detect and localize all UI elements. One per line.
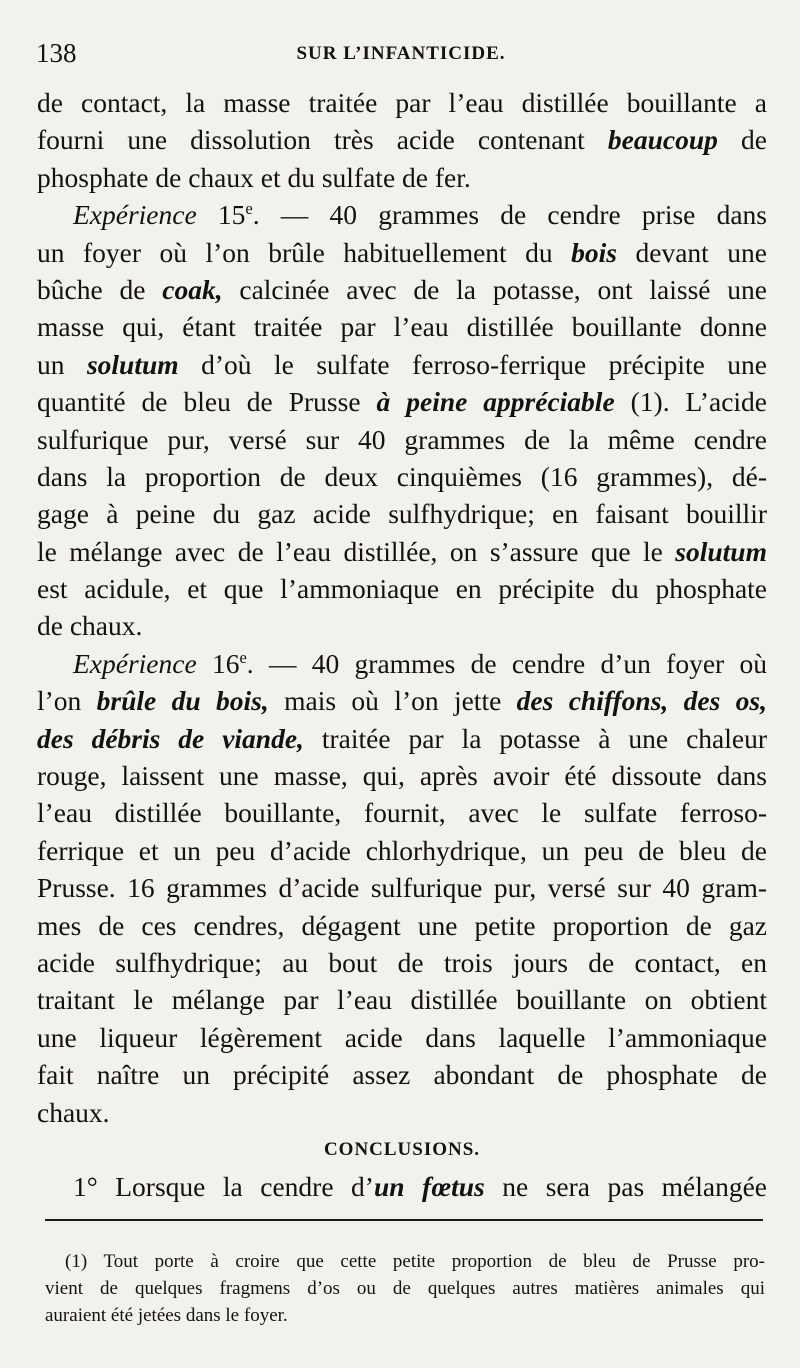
text-segment: d’où le sulfate ferroso-ferrique précipite une xyxy=(178,348,767,380)
text-segment: . — 40 grammes de cendre d’un foyer où xyxy=(246,647,767,679)
text-segment: chaux. xyxy=(37,1096,110,1128)
text-line xyxy=(37,832,767,869)
text-segment: 1° Lorsque la cendre d’ xyxy=(73,1171,374,1203)
text-line xyxy=(37,1019,767,1056)
text-segment: l’eau distillée bouillante, fournit, avec le sulfate ferroso- xyxy=(37,797,767,829)
text-segment: l’on xyxy=(37,685,97,717)
text-line xyxy=(37,757,767,794)
text-segment: . — 40 grammes de cendre prise dans xyxy=(252,199,767,231)
text-segment: CONCLUSIONS. xyxy=(323,1138,481,1160)
text-line xyxy=(37,944,767,981)
text-line xyxy=(37,121,767,158)
page-header xyxy=(36,38,766,68)
text-segment: bûche de xyxy=(37,273,163,305)
text-segment: un xyxy=(37,348,87,380)
text-line xyxy=(37,607,767,644)
footnote-line xyxy=(45,1302,765,1329)
emphasized-text: Expérience xyxy=(73,647,197,679)
text-segment: Prusse. 16 grammes d’acide sulfurique pur, versé sur 40 gram- xyxy=(37,872,767,904)
text-line xyxy=(37,720,767,757)
footnote-rule xyxy=(45,1219,763,1221)
text-line xyxy=(37,794,767,831)
emphasized-text: un fœtus xyxy=(373,1171,485,1203)
text-segment: e xyxy=(239,647,247,667)
text-line xyxy=(37,645,767,682)
text-line xyxy=(37,570,767,607)
text-segment: auraient été jetées dans le foyer. xyxy=(45,1305,288,1326)
emphasized-text: coak, xyxy=(162,273,223,305)
emphasized-text: solutum xyxy=(675,535,767,567)
text-segment: traitant le mélange par l’eau distillée bouillante on obtient xyxy=(37,984,767,1016)
text-line xyxy=(37,346,767,383)
text-segment: dans la proportion de deux cinquièmes (16 grammes), dé- xyxy=(37,460,767,492)
text-segment: ferrique et un peu d’acide chlorhydrique, un peu de bleu de xyxy=(37,834,767,866)
text-segment: traitée par la potasse à une chaleur xyxy=(303,722,767,754)
text-line xyxy=(37,869,767,906)
text-line xyxy=(37,907,767,944)
emphasized-text: des chiffons, des os, xyxy=(516,685,767,717)
text-line xyxy=(37,234,767,271)
text-line xyxy=(37,495,767,532)
emphasized-text: des débris de viande, xyxy=(37,722,304,754)
emphasized-text: bois xyxy=(571,236,617,268)
text-segment: (1). L’acide xyxy=(614,386,767,418)
text-segment: acide sulfhydrique; au bout de trois jours de contact, en xyxy=(37,946,767,978)
page-number: 138 xyxy=(36,38,77,68)
text-segment: sulfurique pur, versé sur 40 grammes de la même cendre xyxy=(37,423,767,455)
text-line xyxy=(37,421,767,458)
text-segment: ne sera pas mélangée xyxy=(484,1171,767,1203)
text-segment: devant une xyxy=(617,236,767,268)
text-line xyxy=(37,271,767,308)
emphasized-text: solutum xyxy=(86,348,179,380)
text-segment: mes de ces cendres, dégagent une petite proportion de gaz xyxy=(37,909,767,941)
text-segment: masse qui, étant traitée par l’eau distillée bouillante donne xyxy=(37,311,767,343)
text-line xyxy=(37,682,767,719)
text-line xyxy=(37,1168,767,1205)
text-line xyxy=(37,84,767,121)
text-segment: de xyxy=(717,124,767,156)
text-segment: fourni une dissolution très acide contenant xyxy=(37,124,608,156)
text-line xyxy=(37,196,767,233)
text-segment: un foyer où l’on brûle habituellement du xyxy=(37,236,572,268)
text-segment: une liqueur légèrement acide dans laquelle l’ammoniaque xyxy=(37,1021,767,1053)
text-segment: de chaux. xyxy=(37,610,143,642)
text-segment: rouge, laissent une masse, qui, après avoir été dissoute dans xyxy=(37,760,767,792)
body-text xyxy=(37,84,767,1206)
text-segment: est acidule, et que l’ammoniaque en précipite du phosphate xyxy=(37,573,767,605)
text-segment: phosphate de chaux et du sulfate de fer. xyxy=(37,161,471,193)
text-segment: vient de quelques fragmens d’os ou de quelques autres matières animales qui xyxy=(45,1278,765,1299)
footnote-line xyxy=(45,1248,765,1275)
footnote-line xyxy=(45,1275,765,1302)
text-line xyxy=(37,1056,767,1093)
footnotes xyxy=(45,1248,765,1329)
text-line xyxy=(37,159,767,196)
text-line xyxy=(37,1094,767,1131)
text-segment: de contact, la masse traitée par l’eau distillée bouillante a xyxy=(37,87,767,118)
text-segment: e xyxy=(245,199,253,219)
emphasized-text: à peine appréciable xyxy=(376,386,615,418)
text-segment: calcinée avec de la potasse, ont laissé une xyxy=(222,273,767,305)
text-segment: fait naître un précipité assez abondant de phosphate de xyxy=(37,1059,767,1091)
text-segment: (1) Tout porte à croire que cette petite proportion de bleu de Prusse pro- xyxy=(65,1251,765,1272)
text-segment: 15 xyxy=(196,199,246,231)
text-line xyxy=(37,533,767,570)
text-segment: 16 xyxy=(196,647,240,679)
text-line xyxy=(37,383,767,420)
text-segment: quantité de bleu de Prusse xyxy=(37,386,377,418)
section-heading xyxy=(37,1131,767,1168)
emphasized-text: beaucoup xyxy=(607,124,718,156)
emphasized-text: Expérience xyxy=(73,199,197,231)
text-segment: mais où l’on jette xyxy=(268,685,517,717)
text-line xyxy=(37,308,767,345)
text-segment: le mélange avec de l’eau distillée, on s’assure que le xyxy=(37,535,676,567)
emphasized-text: brûle du bois, xyxy=(96,685,269,717)
running-title: SUR L’INFANTICIDE. xyxy=(296,43,506,64)
text-segment: gage à peine du gaz acide sulfhydrique; en faisant bouillir xyxy=(37,498,767,530)
text-line xyxy=(37,981,767,1018)
text-line xyxy=(37,458,767,495)
